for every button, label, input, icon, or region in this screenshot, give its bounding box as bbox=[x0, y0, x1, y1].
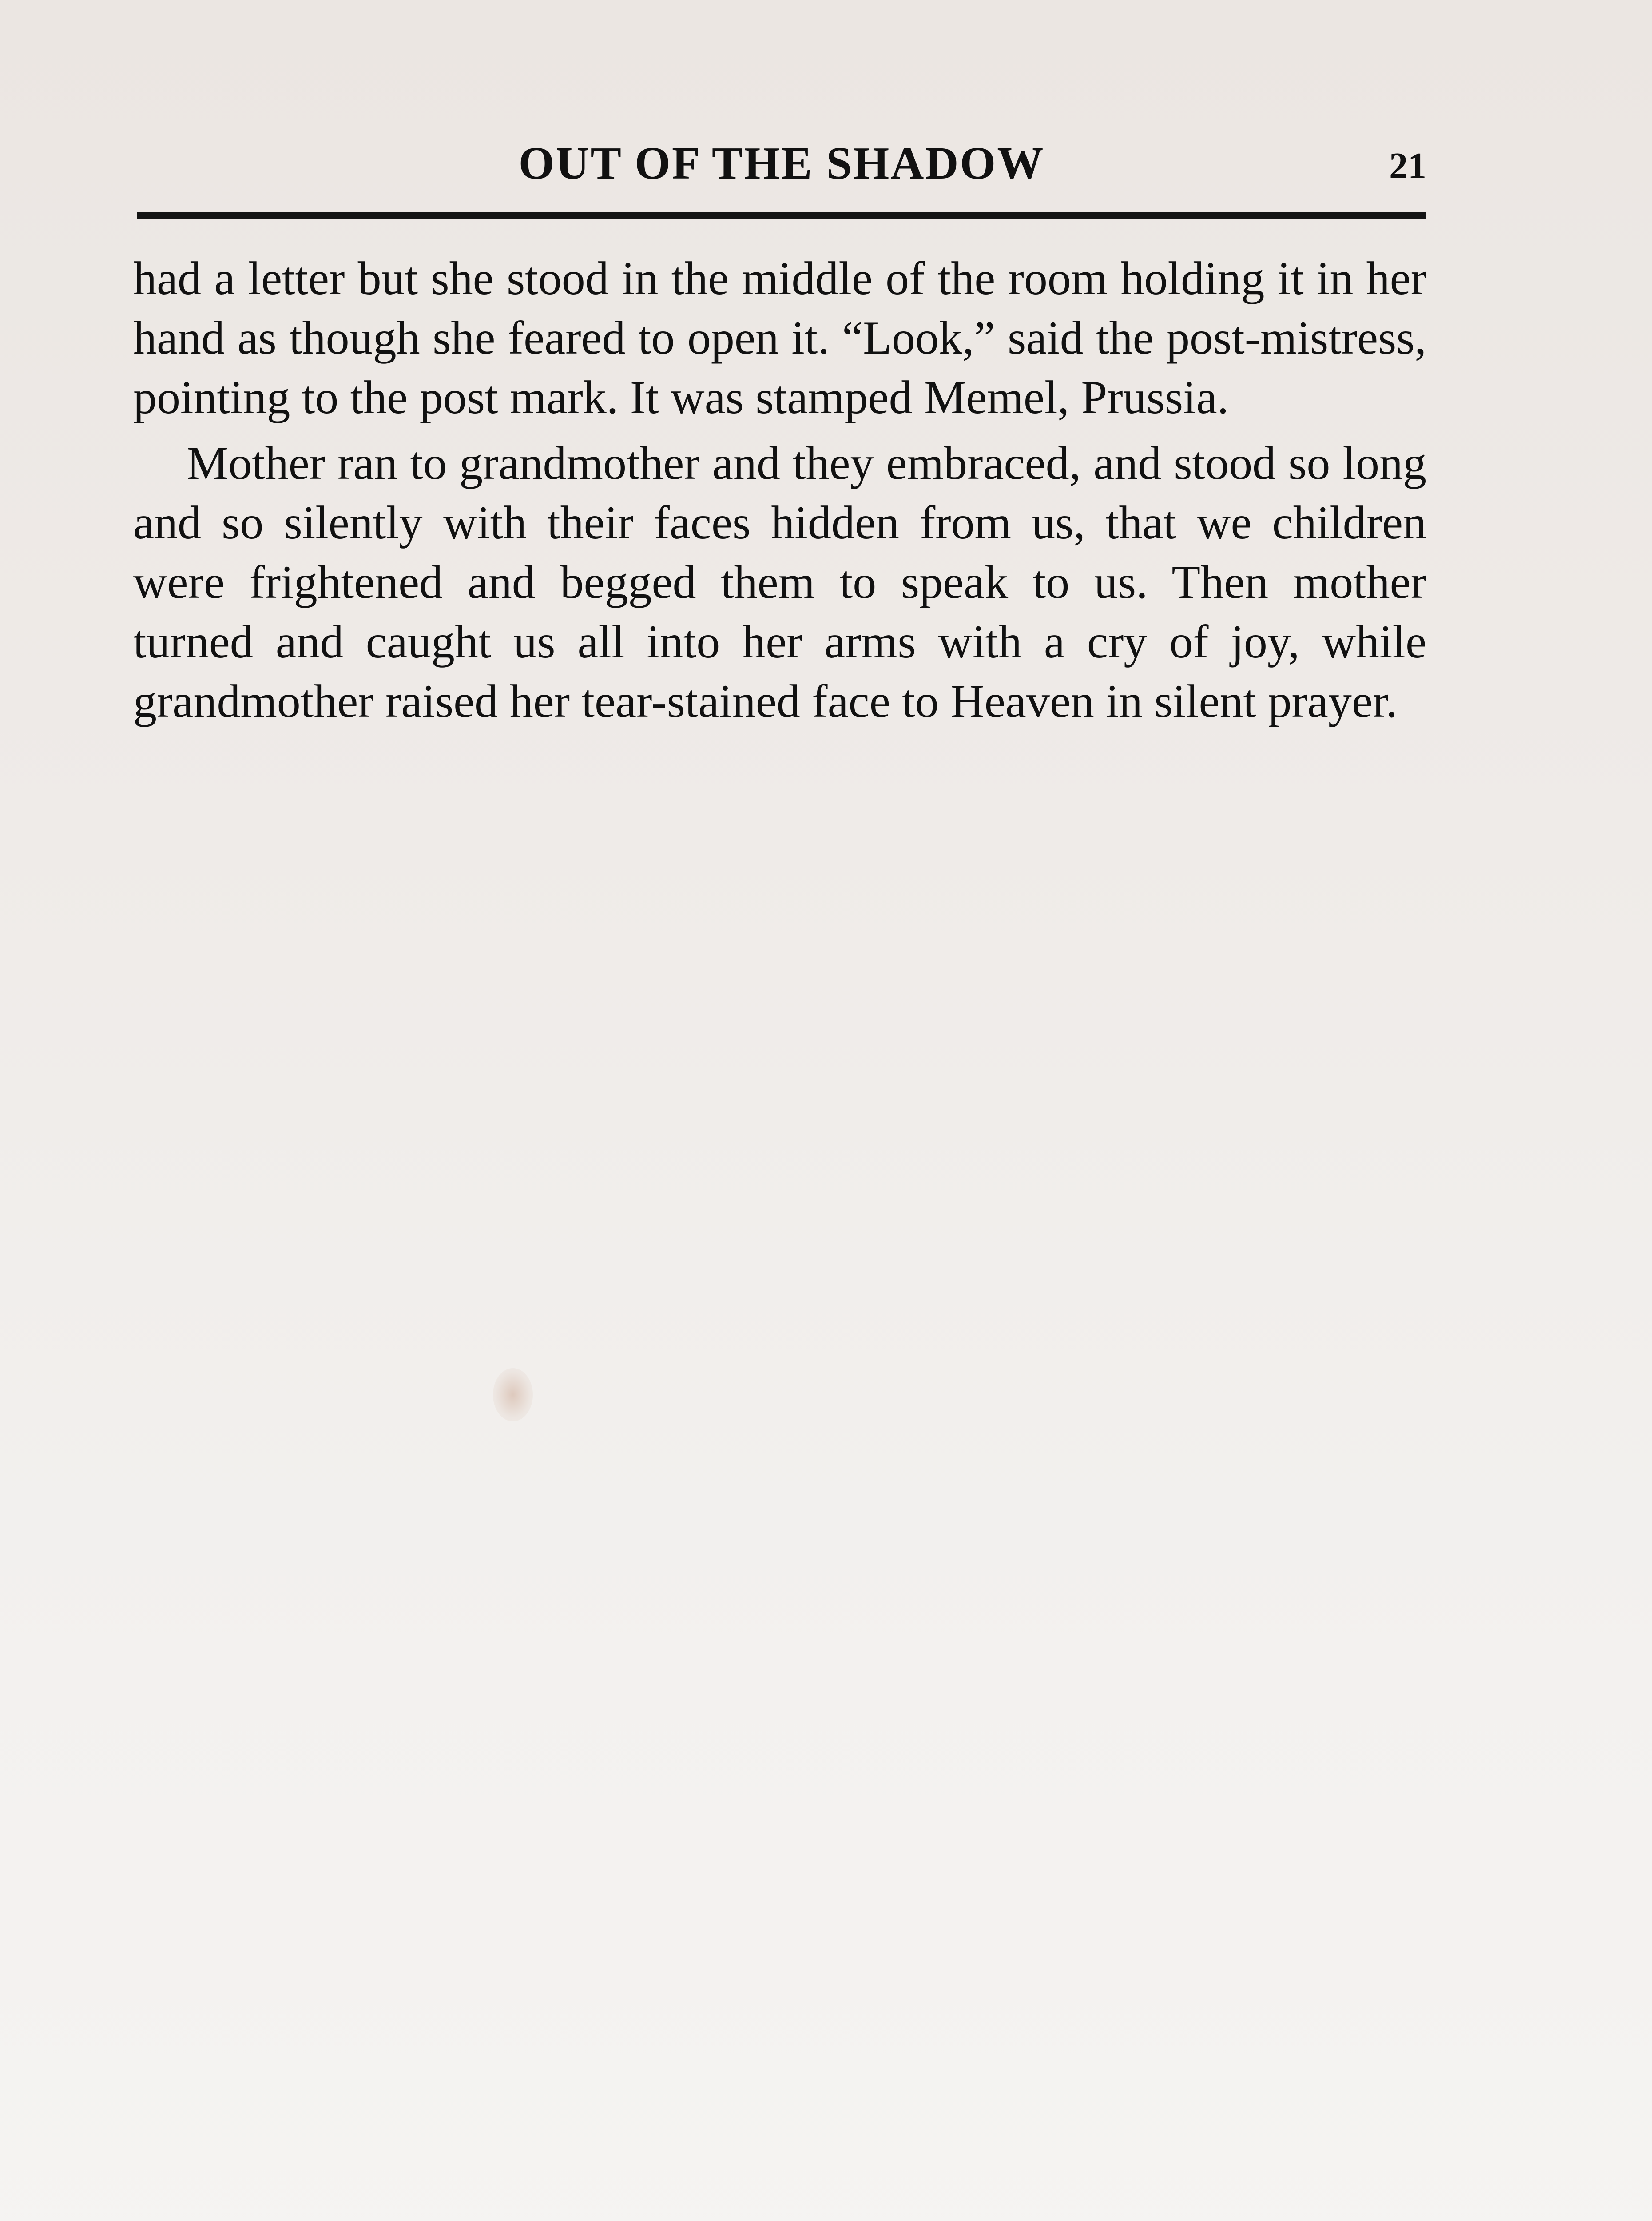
paper-stain bbox=[493, 1368, 533, 1421]
running-head bbox=[137, 138, 1426, 204]
page-number: 21 bbox=[1389, 145, 1426, 187]
running-title: OUT OF THE SHADOW bbox=[518, 138, 1045, 189]
paragraph-1: had a letter but she stood in the middle of the room holding it in her hand as though she feared to open it. “Look,” said the post-mistress, pointing to the post mark. It was stamped Memel, Prussia. bbox=[133, 252, 1426, 423]
body-text bbox=[133, 249, 1426, 731]
paragraph-2: Mother ran to grandmother and they embraced, and stood so long and so silently with their faces hidden from us, that we children were frightened and begged them to speak to us. Then mother turned and caught us all into her arms with a cry of joy, while grandmother raised her tear-stained face to Heaven in silent prayer. bbox=[133, 437, 1426, 727]
header-rule bbox=[137, 212, 1426, 219]
